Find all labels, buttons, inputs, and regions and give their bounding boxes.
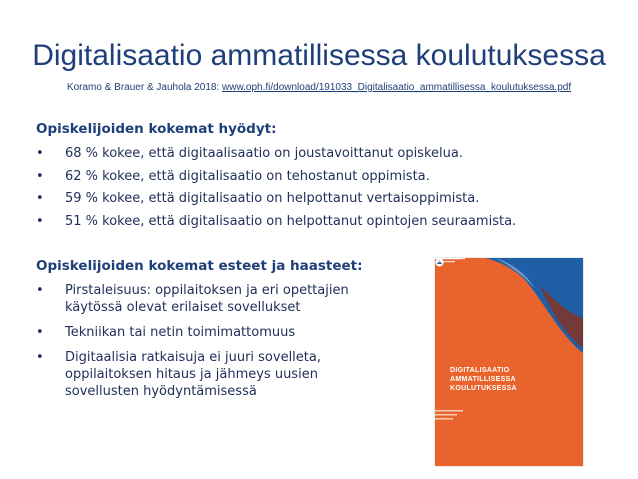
cover-title-line: KOULUTUKSESSA xyxy=(450,385,517,392)
cover-series-line xyxy=(435,258,465,261)
list-item xyxy=(36,324,395,341)
benefits-heading: Opiskelijoiden kokemat hyödyt: xyxy=(36,121,277,137)
obstacle-text: Tekniikan tai netin toimimattomuus xyxy=(65,325,296,340)
cover-title-line: DIGITALISAATIO xyxy=(450,367,510,374)
obstacle-text: Digitaalisia ratkaisuja ei juuri sovelleta, oppilaitoksen hitaus ja jähmeys uusien sovellusten hyödyntämisessä xyxy=(65,350,321,399)
list-item xyxy=(36,143,516,166)
cover-title-line: AMMATILLISESSA xyxy=(450,376,516,383)
cover-title xyxy=(450,366,517,393)
cover-author-lines xyxy=(435,410,475,424)
citation xyxy=(0,82,638,93)
bullet: • xyxy=(36,283,44,298)
bullet: • xyxy=(36,325,44,340)
obstacle-text: Pirstaleisuus: oppilaitoksen ja eri opettajien käytössä olevat erilaiset sovellukset xyxy=(65,283,349,315)
list-item xyxy=(36,166,516,189)
report-cover-image xyxy=(435,258,583,466)
cover-graphic xyxy=(435,258,583,466)
benefit-text: 62 % kokee, että digitalisaatio on tehostanut oppimista. xyxy=(65,168,430,184)
citation-link[interactable]: www.oph.fi/download/191033_Digitalisaatio_ammatillisessa_koulutuksessa.pdf xyxy=(222,82,572,93)
obstacles-list xyxy=(36,282,395,408)
benefit-text: 68 % kokee, että digitaalisaatio on joustavoittanut opiskelua. xyxy=(65,146,463,161)
bullet: • xyxy=(36,191,44,206)
bullet: • xyxy=(36,146,44,161)
benefit-text: 51 % kokee, että digitalisaatio on helpottanut opintojen seuraamista. xyxy=(65,213,517,229)
list-item xyxy=(36,188,516,211)
benefit-text: 59 % kokee, että digitalisaatio on helpottanut vertaisoppimista. xyxy=(65,191,480,206)
page-title: Digitalisaatio ammatillisessa koulutuksessa xyxy=(32,39,606,72)
benefits-list xyxy=(36,143,516,233)
list-item xyxy=(36,349,395,400)
citation-prefix: Koramo & Brauer & Jauhola 2018: xyxy=(66,82,222,93)
list-item xyxy=(36,282,395,316)
bullet: • xyxy=(36,168,44,184)
bullet: • xyxy=(36,213,44,229)
bullet: • xyxy=(36,350,44,365)
obstacles-heading: Opiskelijoiden kokemat esteet ja haasteet: xyxy=(36,258,363,274)
list-item xyxy=(36,211,516,234)
